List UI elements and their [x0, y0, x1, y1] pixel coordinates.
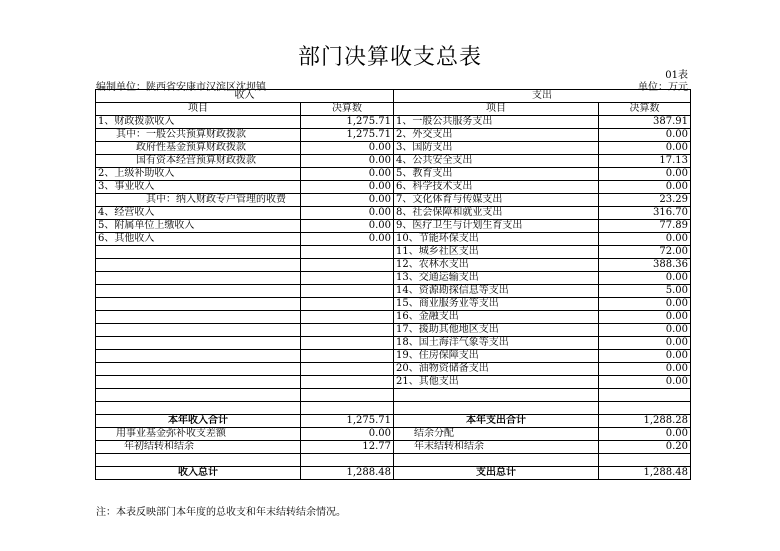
income-item-cell: 用事业基金弥补收支差额: [96, 428, 301, 441]
expense-amount-cell: 77.89: [599, 220, 691, 233]
revenue-expenditure-table: [95, 89, 691, 480]
income-amount-cell: 1,275.71: [301, 415, 394, 428]
table-row: [96, 272, 691, 285]
income-amount-cell: [301, 285, 394, 298]
expense-amount-cell: 0.00: [599, 298, 691, 311]
expense-item-column-header: 项目: [394, 103, 599, 116]
income-item-cell: [96, 246, 301, 259]
table-row: [96, 181, 691, 194]
income-amount-cell: [301, 363, 394, 376]
income-item-cell: 收入总计: [96, 467, 301, 480]
expense-amount-cell: 0.00: [599, 337, 691, 350]
table-row: [96, 350, 691, 363]
expense-amount-cell: 0.00: [599, 324, 691, 337]
expense-amount-cell: 0.20: [599, 441, 691, 454]
income-amount-cell: 1,275.71: [301, 116, 394, 129]
table-row: [96, 246, 691, 259]
table-row: [96, 298, 691, 311]
expense-amount-cell: 0.00: [599, 181, 691, 194]
table-row: [96, 129, 691, 142]
table-row: [96, 194, 691, 207]
expense-item-cell: 16、金融支出: [394, 311, 599, 324]
expense-section-header: 支出: [394, 90, 691, 103]
income-amount-column-header: 决算数: [301, 103, 394, 116]
income-item-cell: [96, 324, 301, 337]
income-item-cell: [96, 350, 301, 363]
income-item-cell: 年初结转和结余: [96, 441, 301, 454]
expense-item-cell: 8、社会保障和就业支出: [394, 207, 599, 220]
table-row: [96, 389, 691, 402]
expense-item-cell: 3、国防支出: [394, 142, 599, 155]
table-row: [96, 454, 691, 467]
expense-item-cell: 11、城乡社区支出: [394, 246, 599, 259]
expense-item-cell: 2、外交支出: [394, 129, 599, 142]
expense-amount-cell: 0.00: [599, 350, 691, 363]
expense-item-cell: [394, 389, 599, 402]
table-row: [96, 402, 691, 415]
expense-item-cell: 10、节能环保支出: [394, 233, 599, 246]
table-row: [96, 337, 691, 350]
income-amount-cell: 0.00: [301, 428, 394, 441]
income-item-column-header: 项目: [96, 103, 301, 116]
income-amount-cell: [301, 298, 394, 311]
income-amount-cell: 0.00: [301, 233, 394, 246]
expense-amount-cell: 1,288.28: [599, 415, 691, 428]
expense-item-cell: [394, 454, 599, 467]
expense-amount-column-header: 决算数: [599, 103, 691, 116]
table-row: [96, 207, 691, 220]
expense-amount-cell: 0.00: [599, 272, 691, 285]
expense-item-cell: 本年支出合计: [394, 415, 599, 428]
table-row: [96, 285, 691, 298]
table-row: [96, 441, 691, 454]
income-amount-cell: [301, 311, 394, 324]
expense-item-cell: 21、其他支出: [394, 376, 599, 389]
income-item-cell: [96, 298, 301, 311]
income-item-cell: [96, 311, 301, 324]
expense-item-cell: 7、文化体育与传媒支出: [394, 194, 599, 207]
income-amount-cell: [301, 337, 394, 350]
table-row: [96, 467, 691, 480]
income-item-cell: 本年收入合计: [96, 415, 301, 428]
form-number: 01表: [665, 70, 688, 81]
income-item-cell: 2、上级补助收入: [96, 168, 301, 181]
income-item-cell: [96, 454, 301, 467]
table-row: [96, 142, 691, 155]
table-row: [96, 155, 691, 168]
expense-item-cell: 15、商业服务业等支出: [394, 298, 599, 311]
column-header-row: [96, 103, 691, 116]
income-item-cell: 5、附属单位上缴收入: [96, 220, 301, 233]
table-row: [96, 168, 691, 181]
income-item-cell: 政府性基金预算财政拨款: [96, 142, 301, 155]
expense-amount-cell: 0.00: [599, 311, 691, 324]
income-item-cell: 国有资本经营预算财政拨款: [96, 155, 301, 168]
table-row: [96, 220, 691, 233]
income-section-header: 收入: [96, 90, 394, 103]
table-row: [96, 311, 691, 324]
expense-item-cell: 4、公共安全支出: [394, 155, 599, 168]
income-item-cell: 其中：一般公共预算财政拨款: [96, 129, 301, 142]
income-item-cell: [96, 376, 301, 389]
expense-item-cell: 20、油物资储备支出: [394, 363, 599, 376]
expense-amount-cell: 388.36: [599, 259, 691, 272]
income-item-cell: [96, 363, 301, 376]
expense-item-cell: 18、国土海洋气象等支出: [394, 337, 599, 350]
table-row: [96, 324, 691, 337]
expense-item-cell: 13、交通运输支出: [394, 272, 599, 285]
table-row: [96, 116, 691, 129]
expense-item-cell: 17、援助其他地区支出: [394, 324, 599, 337]
income-item-cell: [96, 337, 301, 350]
income-item-cell: [96, 259, 301, 272]
expense-amount-cell: 0.00: [599, 168, 691, 181]
expense-amount-cell: 5.00: [599, 285, 691, 298]
expense-amount-cell: 0.00: [599, 363, 691, 376]
income-amount-cell: [301, 454, 394, 467]
table-row: [96, 363, 691, 376]
income-item-cell: [96, 389, 301, 402]
page-title: 部门决算收支总表: [297, 45, 482, 70]
income-amount-cell: [301, 402, 394, 415]
expense-amount-cell: 23.29: [599, 194, 691, 207]
expense-item-cell: 6、科学技术支出: [394, 181, 599, 194]
income-amount-cell: [301, 272, 394, 285]
income-item-cell: 1、财政拨款收入: [96, 116, 301, 129]
income-amount-cell: [301, 389, 394, 402]
expense-amount-cell: 0.00: [599, 428, 691, 441]
income-amount-cell: [301, 376, 394, 389]
income-amount-cell: [301, 324, 394, 337]
income-amount-cell: 0.00: [301, 168, 394, 181]
income-item-cell: 4、经营收入: [96, 207, 301, 220]
income-amount-cell: 1,288.48: [301, 467, 394, 480]
expense-item-cell: 19、住房保障支出: [394, 350, 599, 363]
table-row: [96, 428, 691, 441]
unit-label: 单位：万元: [638, 82, 688, 93]
income-item-cell: 3、事业收入: [96, 181, 301, 194]
footnote: 注：本表反映部门本年度的总收支和年末结转结余情况。: [96, 507, 346, 518]
table-row: [96, 233, 691, 246]
income-item-cell: [96, 272, 301, 285]
expense-amount-cell: [599, 454, 691, 467]
expense-amount-cell: 17.13: [599, 155, 691, 168]
expense-item-cell: 9、医疗卫生与计划生育支出: [394, 220, 599, 233]
section-header-row: [96, 90, 691, 103]
expense-item-cell: 年末结转和结余: [394, 441, 599, 454]
income-amount-cell: 0.00: [301, 220, 394, 233]
income-amount-cell: 0.00: [301, 142, 394, 155]
expense-amount-cell: 387.91: [599, 116, 691, 129]
income-item-cell: [96, 285, 301, 298]
table-row: [96, 259, 691, 272]
expense-amount-cell: [599, 389, 691, 402]
expense-item-cell: 1、一般公共服务支出: [394, 116, 599, 129]
income-amount-cell: 0.00: [301, 194, 394, 207]
organization-label: 编制单位：陕西省安康市汉滨区沈坝镇: [96, 82, 266, 93]
expense-amount-cell: 0.00: [599, 233, 691, 246]
expense-item-cell: 5、教育支出: [394, 168, 599, 181]
income-amount-cell: [301, 350, 394, 363]
table-row: [96, 415, 691, 428]
expense-item-cell: 14、资源勘探信息等支出: [394, 285, 599, 298]
table-row: [96, 376, 691, 389]
expense-item-cell: [394, 402, 599, 415]
income-amount-cell: 0.00: [301, 181, 394, 194]
expense-amount-cell: 316.70: [599, 207, 691, 220]
expense-item-cell: 结余分配: [394, 428, 599, 441]
income-amount-cell: 12.77: [301, 441, 394, 454]
income-item-cell: 其中：纳入财政专户管理的收费: [96, 194, 301, 207]
expense-amount-cell: [599, 402, 691, 415]
expense-amount-cell: 72.00: [599, 246, 691, 259]
income-amount-cell: 0.00: [301, 155, 394, 168]
expense-amount-cell: 0.00: [599, 142, 691, 155]
income-item-cell: [96, 402, 301, 415]
expense-amount-cell: 0.00: [599, 376, 691, 389]
income-amount-cell: [301, 246, 394, 259]
expense-amount-cell: 1,288.48: [599, 467, 691, 480]
expense-item-cell: 12、农林水支出: [394, 259, 599, 272]
income-item-cell: 6、其他收入: [96, 233, 301, 246]
expense-amount-cell: 0.00: [599, 129, 691, 142]
income-amount-cell: 1,275.71: [301, 129, 394, 142]
income-amount-cell: [301, 259, 394, 272]
income-amount-cell: 0.00: [301, 207, 394, 220]
expense-item-cell: 支出总计: [394, 467, 599, 480]
